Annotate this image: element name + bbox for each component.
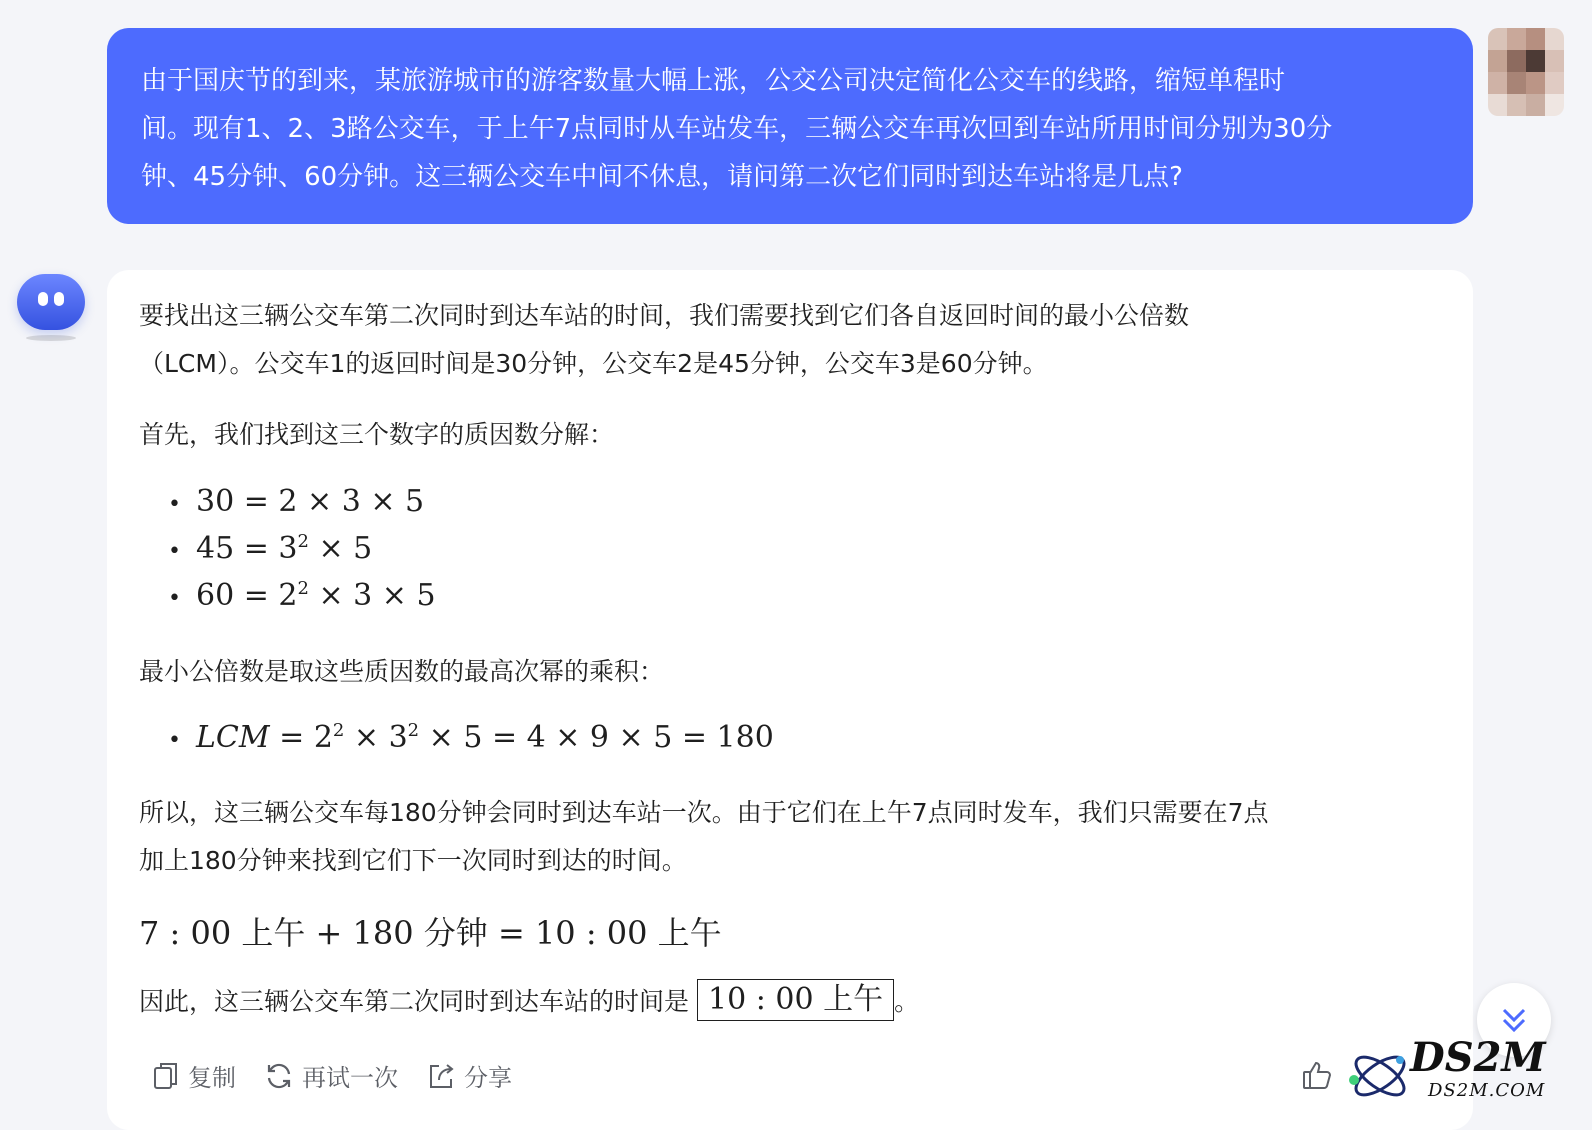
user-avatar	[1488, 28, 1564, 116]
answer-paragraph: 首先，我们找到这三个数字的质因数分解：	[139, 420, 615, 449]
bullet-dot: •	[168, 539, 181, 564]
boxed-answer: 10 : 00 上午	[697, 979, 894, 1021]
orbit-logo-icon	[1348, 1030, 1418, 1114]
math-expression: 30 = 2 × 3 × 5	[196, 484, 425, 519]
like-button[interactable]	[1300, 1058, 1334, 1096]
user-message-line: 由于国庆节的到来，某旅游城市的游客数量大幅上涨，公交公司决定简化公交车的线路，缩短单程时	[141, 66, 1286, 96]
avatar-eye	[54, 292, 64, 306]
assistant-avatar	[17, 274, 85, 330]
math-expression: $45 = 3^2 \times 5$	[196, 531, 373, 566]
answer-paragraph: 所以，这三辆公交车每180分钟会同时到达车站一次。由于它们在上午7点同时发车，我们只需要在7点	[139, 798, 1269, 827]
share-button[interactable]	[426, 1058, 512, 1093]
answer-paragraph: 最小公倍数是取这些质因数的最高次幂的乘积：	[139, 657, 665, 686]
conclusion-text: 因此，这三辆公交车第二次同时到达车站的时间是	[139, 987, 690, 1016]
user-message-bubble	[107, 28, 1473, 224]
avatar-shadow	[26, 335, 76, 341]
time-equation: 7 : 00 上午 + 180 分钟 = 10 : 00 上午	[139, 914, 722, 952]
message-action-bar	[152, 1058, 540, 1093]
thumbs-up-icon	[1300, 1058, 1334, 1092]
math-expression: $60 = 2^2 \times 3 \times 5$	[196, 578, 436, 613]
copy-icon	[152, 1061, 180, 1091]
watermark-subtitle: DS2M.COM	[1428, 1080, 1546, 1101]
retry-button[interactable]	[264, 1058, 398, 1093]
lcm-expression: LCM = $2^2 \times 3^2 \times 5 = 4 \times 9 \times 5 = 180$	[196, 720, 774, 755]
factorization-item	[168, 484, 424, 519]
retry-label: 再试一次	[302, 1064, 398, 1092]
factorization-item	[168, 531, 372, 566]
bullet-dot: •	[168, 728, 181, 753]
answer-paragraph: 要找出这三辆公交车第二次同时到达车站的时间，我们需要找到它们各自返回时间的最小公倍数	[139, 301, 1190, 330]
watermark-title: DS2M	[1410, 1034, 1546, 1081]
copy-label: 复制	[188, 1064, 236, 1092]
bullet-dot: •	[168, 586, 181, 611]
avatar-eye	[38, 292, 48, 306]
bullet-dot: •	[168, 492, 181, 517]
refresh-icon	[264, 1061, 294, 1091]
copy-button[interactable]	[152, 1058, 236, 1093]
answer-paragraph: 加上180分钟来找到它们下一次同时到达的时间。	[139, 846, 687, 875]
conclusion-line	[139, 979, 919, 1021]
user-message-line: 间。现有1、2、3路公交车，于上午7点同时从车站发车，三辆公交车再次回到车站所用时间分别为30分	[141, 114, 1333, 144]
factorization-item	[168, 578, 436, 613]
answer-paragraph: （LCM）。公交车1的返回时间是30分钟，公交车2是45分钟，公交车3是60分钟。	[139, 349, 1048, 378]
user-message-line: 钟、45分钟、60分钟。这三辆公交车中间不休息，请问第二次它们同时到达车站将是几点?	[141, 162, 1183, 192]
share-icon	[426, 1061, 456, 1091]
watermark-logo	[1348, 1030, 1558, 1114]
share-label: 分享	[464, 1064, 512, 1092]
lcm-item	[168, 720, 774, 755]
conclusion-period: 。	[894, 987, 920, 1016]
